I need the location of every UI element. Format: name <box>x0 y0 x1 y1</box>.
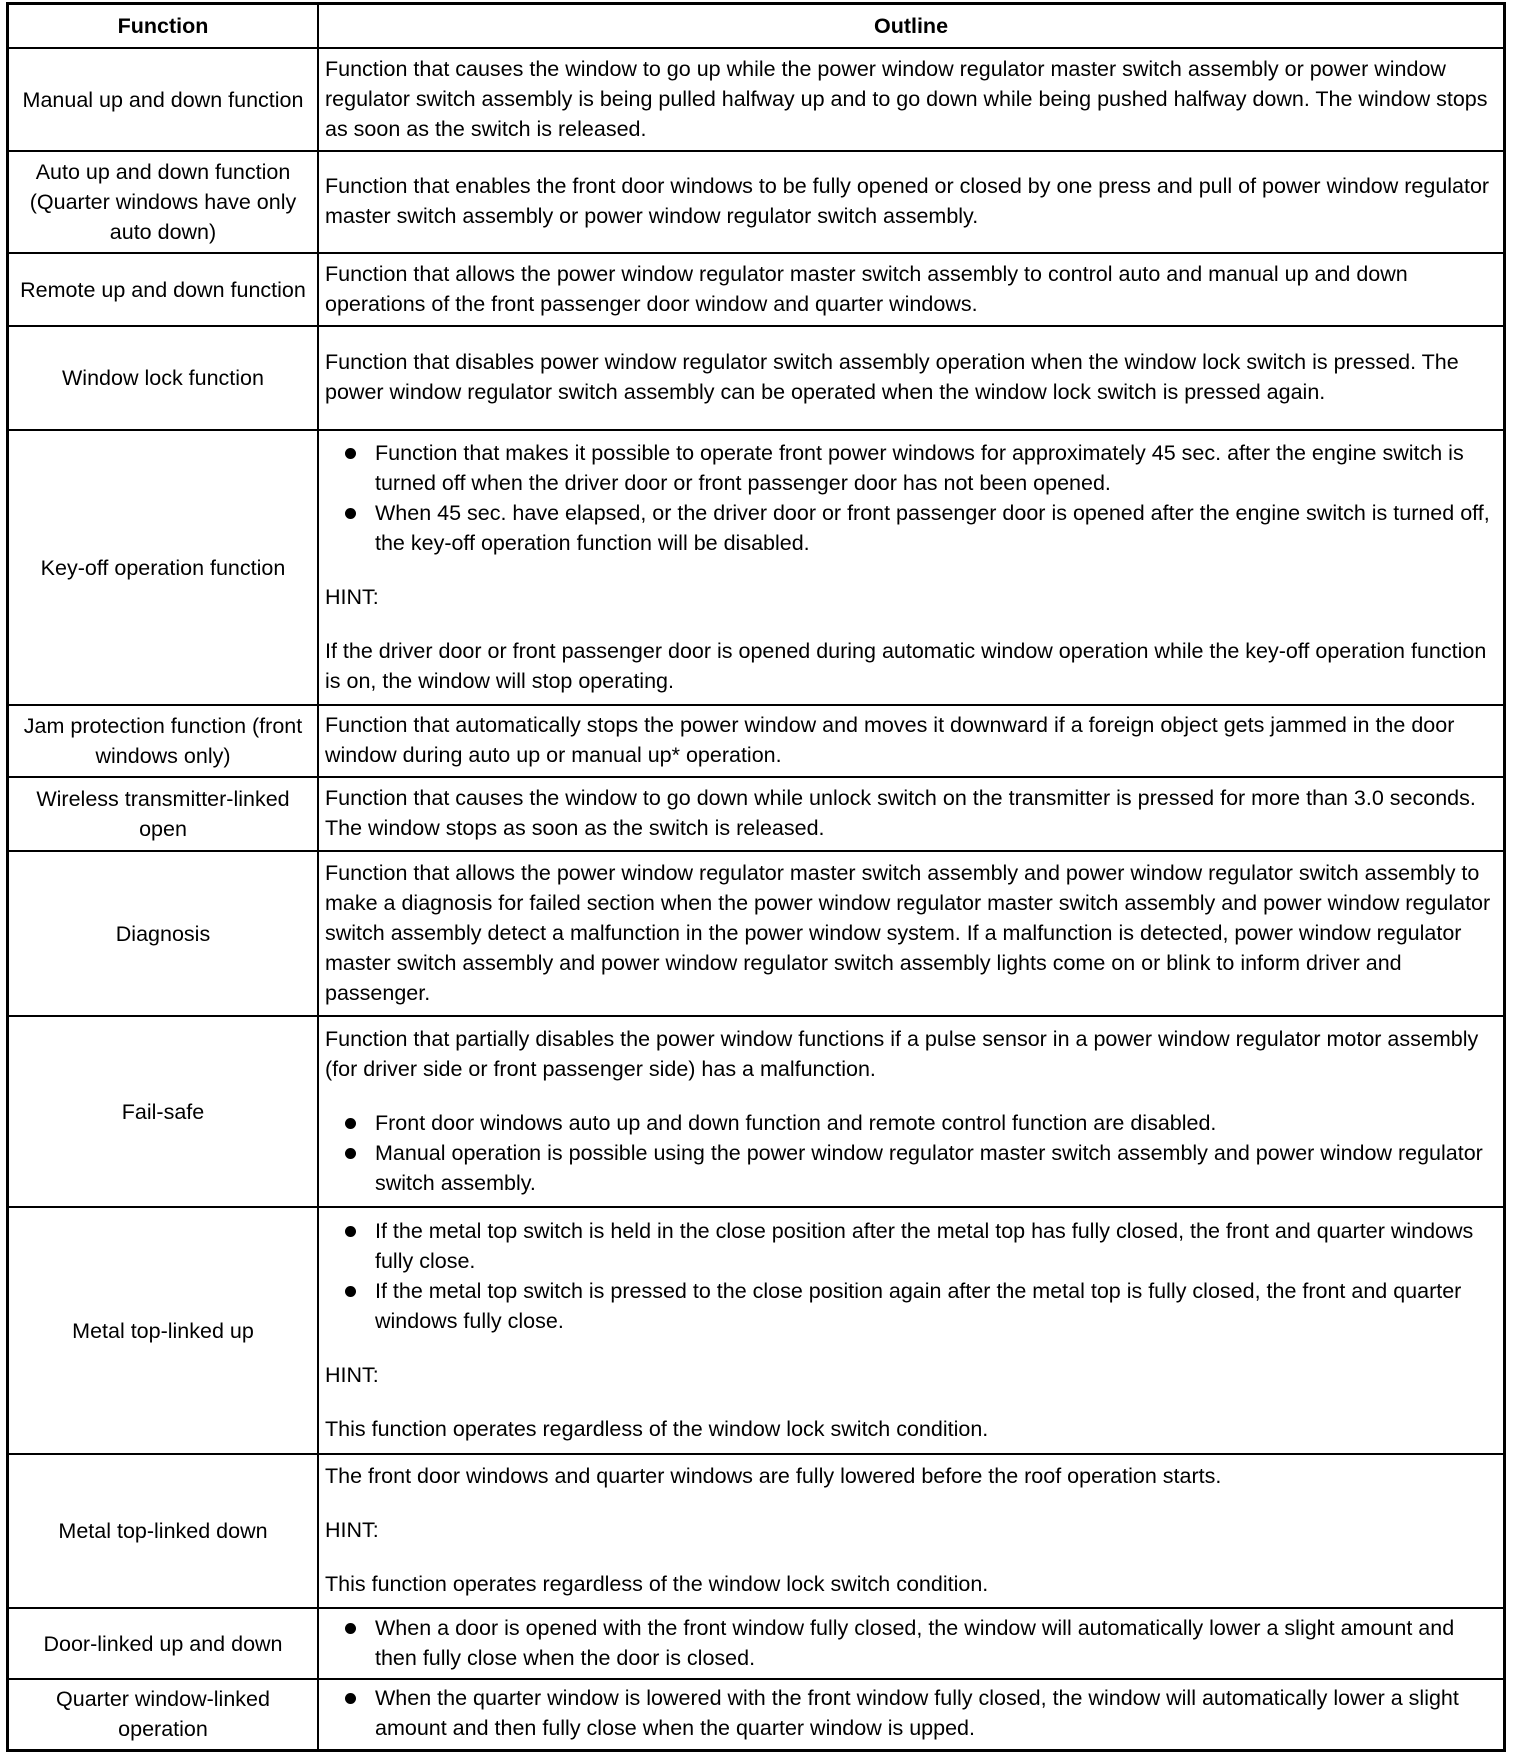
list-item <box>325 1138 1495 1198</box>
bullet-icon <box>345 1148 356 1159</box>
outline-cell <box>318 1454 1505 1608</box>
list-item-text: When the quarter window is lowered with the front window fully closed, the window will automatically lower a slight amount and then fully close when the quarter window is upped. <box>375 1686 1459 1741</box>
outline-cell <box>318 151 1505 253</box>
bullet-list <box>325 438 1495 558</box>
outline-text: This function operates regardless of the window lock switch condition. <box>325 1572 989 1596</box>
outline-text: Function that automatically stops the power window and moves it downward if a foreign object gets jammed in the door window during auto up or manual up* operation. <box>325 713 1455 767</box>
hint-label: HINT: <box>325 1518 379 1542</box>
function-cell: Metal top-linked down <box>8 1454 319 1608</box>
function-cell: Metal top-linked up <box>8 1207 319 1454</box>
bullet-icon <box>345 508 356 519</box>
list-item <box>325 1216 1495 1276</box>
list-item <box>325 1613 1495 1673</box>
bullet-icon <box>345 448 356 459</box>
outline-text: Function that disables power window regulator switch assembly operation when the window lock switch is pressed. The power window regulator switch assembly can be operated when the window lock switch is pressed again. <box>325 350 1459 404</box>
outline-text: Function that allows the power window regulator master switch assembly and power window regulator switch assembly to make a diagnosis for failed section when the power window regulator master switch assembly and power window regulator switch assembly detect a malfunction in the power window system. If a malfunction is detected, power window regulator master switch assembly and power window regulator switch assembly lights come on or blink to inform driver and passenger. <box>325 860 1491 1005</box>
table-body <box>8 48 1505 1750</box>
outline-cell <box>318 1608 1505 1679</box>
list-item-text: Function that makes it possible to operate front power windows for approximately 45 sec. after the engine switch is turned off when the driver door or front passenger door has not been opened. <box>375 440 1464 495</box>
table-row <box>8 1207 1505 1454</box>
table-row <box>8 151 1505 253</box>
outline-cell <box>318 705 1505 777</box>
function-cell: Fail-safe <box>8 1016 319 1207</box>
outline-cell <box>318 1679 1505 1750</box>
header-function: Function <box>8 4 319 49</box>
function-cell: Manual up and down function <box>8 48 319 151</box>
outline-text: Function that partially disables the power window functions if a pulse sensor in a power window regulator motor assembly (for driver side or front passenger side) has a malfunction. <box>325 1026 1479 1081</box>
list-item-text: If the metal top switch is pressed to the close position again after the metal top is fully closed, the front and quarter windows fully close. <box>375 1278 1462 1333</box>
function-cell: Jam protection function (front windows only) <box>8 705 319 777</box>
hint-label: HINT: <box>325 1362 379 1387</box>
function-cell: Door-linked up and down <box>8 1608 319 1679</box>
list-item <box>325 498 1495 558</box>
bullet-list <box>325 1683 1495 1743</box>
outline-cell <box>318 48 1505 151</box>
function-cell: Wireless transmitter-linked open <box>8 777 319 851</box>
list-item-text: Manual operation is possible using the power window regulator master switch assembly and power window regulator switch assembly. <box>375 1140 1483 1195</box>
outline-cell <box>318 253 1505 326</box>
hint-label: HINT: <box>325 584 379 609</box>
list-item-text: If the metal top switch is held in the close position after the metal top has fully closed, the front and quarter windows fully close. <box>375 1218 1474 1273</box>
table-row <box>8 851 1505 1016</box>
outline-text: If the driver door or front passenger door is opened during automatic window operation while the key-off operation function is on, the window will stop operating. <box>325 638 1487 693</box>
bullet-list <box>325 1108 1495 1198</box>
list-item-text: Front door windows auto up and down function and remote control function are disabled. <box>375 1110 1217 1135</box>
list-item-text: When 45 sec. have elapsed, or the driver door or front passenger door is opened after the engine switch is turned off, the key-off operation function will be disabled. <box>375 500 1490 555</box>
outline-cell <box>318 326 1505 430</box>
outline-text: The front door windows and quarter windows are fully lowered before the roof operation starts. <box>325 1464 1222 1488</box>
outline-text: Function that causes the window to go down while unlock switch on the transmitter is pressed for more than 3.0 seconds. The window stops as soon as the switch is released. <box>325 786 1476 840</box>
list-item <box>325 1276 1495 1336</box>
functions-table <box>6 2 1506 1752</box>
function-cell: Key-off operation function <box>8 430 319 705</box>
table-row <box>8 430 1505 705</box>
function-cell: Auto up and down function (Quarter windows have only auto down) <box>8 151 319 253</box>
table-row <box>8 1679 1505 1750</box>
table-row <box>8 326 1505 430</box>
bullet-icon <box>345 1226 356 1237</box>
outline-text: Function that causes the window to go up while the power window regulator master switch assembly or power window regulator switch assembly is being pulled halfway up and to go down while being pushed halfway down. The window stops as soon as the switch is released. <box>325 56 1488 141</box>
list-item <box>325 1108 1495 1138</box>
list-item <box>325 1683 1495 1743</box>
list-item <box>325 438 1495 498</box>
list-item-text: When a door is opened with the front window fully closed, the window will automatically lower a slight amount and then fully close when the door is closed. <box>375 1615 1455 1670</box>
table-row <box>8 48 1505 151</box>
header-outline: Outline <box>318 4 1505 49</box>
table-row <box>8 705 1505 777</box>
bullet-icon <box>345 1623 356 1634</box>
table-row <box>8 1016 1505 1207</box>
bullet-list <box>325 1613 1495 1673</box>
outline-text: This function operates regardless of the window lock switch condition. <box>325 1416 989 1441</box>
function-cell: Remote up and down function <box>8 253 319 326</box>
table-row <box>8 1608 1505 1679</box>
function-cell: Window lock function <box>8 326 319 430</box>
function-cell: Quarter window-linked operation <box>8 1679 319 1750</box>
outline-cell <box>318 1207 1505 1454</box>
outline-text: Function that enables the front door windows to be fully opened or closed by one press and pull of power window regulator master switch assembly or power window regulator switch assembly. <box>325 174 1490 228</box>
bullet-icon <box>345 1118 356 1129</box>
table-row <box>8 253 1505 326</box>
table-row <box>8 777 1505 851</box>
bullet-icon <box>345 1286 356 1297</box>
bullet-list <box>325 1216 1495 1336</box>
outline-cell <box>318 851 1505 1016</box>
table-row <box>8 1454 1505 1608</box>
function-cell: Diagnosis <box>8 851 319 1016</box>
outline-cell <box>318 430 1505 705</box>
outline-text: Function that allows the power window regulator master switch assembly to control auto and manual up and down operations of the front passenger door window and quarter windows. <box>325 261 1408 316</box>
outline-cell <box>318 1016 1505 1207</box>
bullet-icon <box>345 1693 356 1704</box>
outline-cell <box>318 777 1505 851</box>
table-header-row <box>8 4 1505 49</box>
